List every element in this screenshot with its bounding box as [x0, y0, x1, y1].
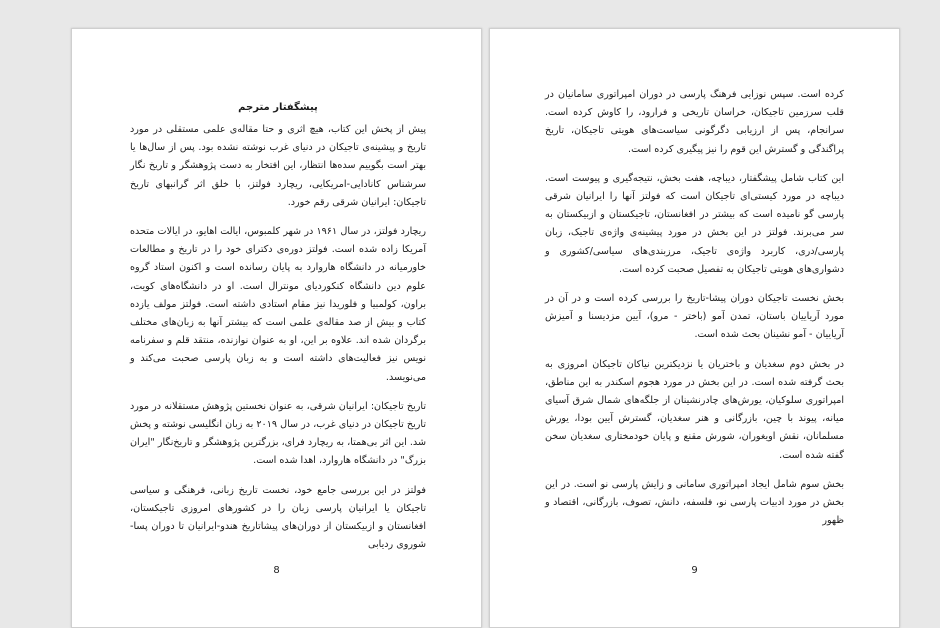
paragraph: تاریخ تاجیکان: ایرانیان شرقی، به عنوان نخستین پژوهش مستقلانه در مورد تاریخ تاجیکان در دنیای غرب، در سال ۲۰۱۹ به زبان انگلیسی نوشته و پخش شد. این اثر بی‌همتا، به ریچارد فرای، بزرگترین پژوهشگر و تاریخ‌نگار "ایران بزرگ" در دانشگاه هاروارد، اهدا شده است.	[130, 400, 426, 467]
paragraph: در بخش دوم سغدیان و باختریان یا نزدیکترین نیاکان تاجیکان امروزی به بحث گرفته شده است. در این بخش در مورد هجوم اسکندر به این مناطق، امپراتوری سلوکیان، یورش‌های چادرنشینان از جلگه‌های شمال شرق آسیای میانه، پیوند با چین، بازرگانی و هنر سغدیان، گسترش آیین بودا، یورش مسلمانان، نقش اویغوران، شورش مقنع و پایان خودمختاری سغدیان سخن گفته شده است.	[545, 358, 844, 461]
paragraph: این کتاب شامل پیشگفتار، دیباچه، هفت بخش، نتیجه‌گیری و پیوست است. دیباچه در مورد کیستی‌ای تاجیکان است که فولتز آنها را ایرانیان شرقی پارسی گو نامیده است که بیشتر در افغانستان، تاجیکستان و ازبیکستان به سر می‌برند. فولتز در این بخش در مورد پیشینه‌ی واژه‌ی تاجیک، زبان پارسی/دری، کاربرد واژه‌ی تاجیک، مرزبندی‌های سیاسی/کشوری و دشواری‌های هویتی تاجیکان به تفصیل صحبت کرده است.	[545, 172, 844, 275]
page-body	[130, 99, 426, 565]
page-number: 9	[691, 565, 698, 576]
paragraph: فولتز در این بررسی جامع خود، نخست تاریخ زبانی، فرهنگی و سیاسی تاجیکان یا ایرانیان پارسی زبان را در کشورهای امروزی تاجیکستان، افغانستان و ازبیکستان از دوران‌های پیشاتاریخ هندو-ایرانیان تا دوران پسا-شوروی ردیابی	[130, 484, 426, 551]
paragraph: کرده است. سپس نوزایی فرهنگ پارسی در دوران امپراتوری سامانیان در قلب سرزمین تاجیکان، خراسان تاریخی و فرارود، را کاوش کرده است. سرانجام، پس از ارزیابی دگرگونی سیاست‌های هویتی تاجیکان، تاریخ پراگندگی و گسترش این قوم را نیز پیگیری کرده است.	[545, 89, 844, 155]
paragraph: ریچارد فولتز، در سال ۱۹۶۱ در شهر کلمبوس، ایالت اهایو، در ایالات متحده آمریکا زاده شده است. فولتز دوره‌ی دکترای خود را در تاریخ و مطالعات خاورمیانه در دانشگاه هاروارد به پایان رسانده است و اکنون استاد گروه علوم دین دانشگاه کنکوردیای مونترال است. او در دانشگاه‌های کویت، براون، کولمبیا و فلوریدا نیز مقام استادی داشته است. فولتز مولف یازده کتاب و بیش از صد مقاله‌ی علمی است که بیشتر آنها به زبان‌های مختلف برگردان شده اند. علاوه بر این، او به عنوان نوازنده، منتقد قلم و سفرنامه نویس نیز فعالیت‌های داشته است و به زبان پارسی صحبت می‌کند و می‌نویسد.	[130, 226, 426, 383]
page-number: 8	[273, 565, 280, 576]
paragraph: بخش نخست تاجیکان دوران پیشا-تاریخ را بررسی کرده است و در آن در مورد آریاییان باستان، تمدن آمو (باختر - مرو)، آیین مزدیسنا و آمیزش آریاییان - آمو نشینان بحث شده است.	[545, 293, 844, 341]
page-heading: پیشگفتار مترجم	[238, 102, 318, 113]
page-body	[545, 86, 844, 541]
paragraph: پیش از پخش این کتاب، هیچ اثری و حتا مقاله‌ی علمی مستقلی در مورد تاریخ و پیشینه‌ی تاجیکان در دنیای غرب نوشته نشده بود. پس از سال‌ها یا بهتر است بگوییم سده‌ها انتظار، این افتخار به دست پژوهشگر و تاریخ نگار سرشناس کانادایی-امریکایی، ریچارد فولتز، با خلق اثر گرانبهای تاریخ تاجیکان: ایرانیان شرقی رقم خورد.	[130, 124, 426, 208]
document-page-left	[71, 28, 482, 628]
document-page-right	[489, 28, 900, 628]
paragraph: بخش سوم شامل ایجاد امپراتوری سامانی و زایش پارسی نو است. در این بخش در مورد ادبیات پارسی نو، فلسفه، دانش، تصوف، بازرگانی، اقتصاد و ظهور	[545, 478, 844, 527]
